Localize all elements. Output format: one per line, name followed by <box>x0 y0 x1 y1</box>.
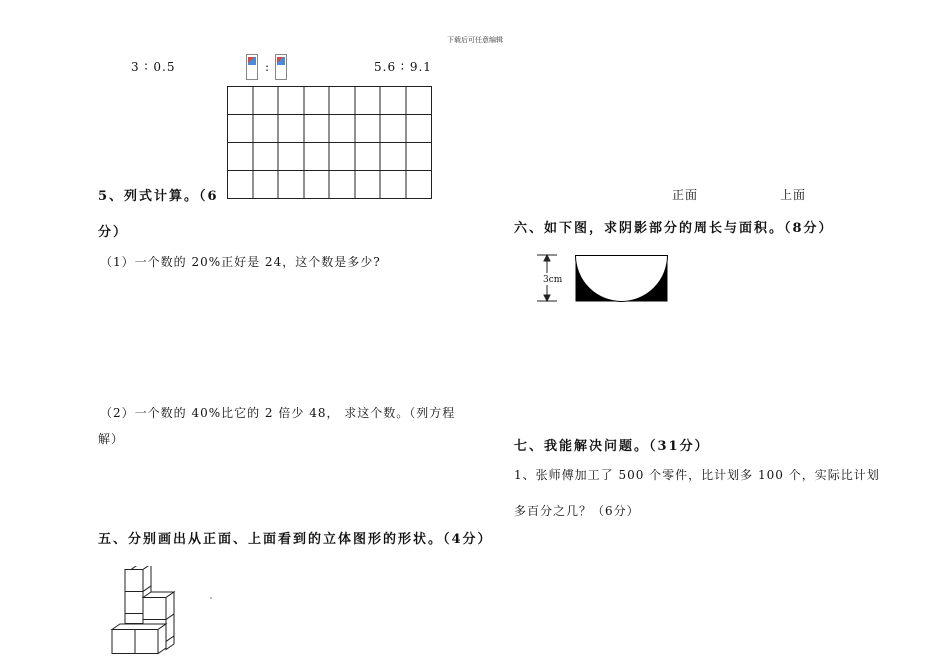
cube-stack-figure <box>104 566 184 659</box>
section-5-title-cont: 分） <box>98 225 129 240</box>
section-5-item-2: （2）一个数的 40%比它的 2 倍少 48， 求这个数。（列方程 <box>100 406 456 420</box>
page-header-note: 下载后可任意编辑 <box>447 36 503 44</box>
stray-dot <box>210 597 212 599</box>
ratio-right: 5.6 ∶ 9.1 <box>374 60 432 74</box>
label-front-view: 正面 <box>672 188 699 202</box>
drawing-grid <box>227 86 433 200</box>
section-7-question-1: 1、张师傅加工了 500 个零件，比计划多 100 个，实际比计划 <box>514 468 880 482</box>
shaded-semicircle-figure <box>530 249 675 309</box>
dimension-label: 3cm <box>543 275 563 285</box>
section-6-title: 六、如下图，求阴影部分的周长与面积。（8分） <box>514 221 834 236</box>
section-7-title: 七、我能解决问题。（31分） <box>514 439 710 454</box>
ratio-left: 3 ∶ 0.5 <box>131 60 176 74</box>
label-top-view: 上面 <box>780 188 807 202</box>
section-5-item-1: （1）一个数的 20%正好是 24，这个数是多少? <box>100 255 381 269</box>
ratio-colon: : <box>265 60 271 74</box>
section-5-item-2-cont: 解） <box>98 432 125 446</box>
section-7-question-1-cont: 多百分之几？（6分） <box>514 504 640 518</box>
broken-image-icon <box>246 54 258 80</box>
broken-image-icon <box>275 54 287 80</box>
section-5-title: 5、列式计算。（6 <box>98 189 219 204</box>
section-wu-title: 五、分别画出从正面、上面看到的立体图形的形状。（4分） <box>98 532 493 547</box>
